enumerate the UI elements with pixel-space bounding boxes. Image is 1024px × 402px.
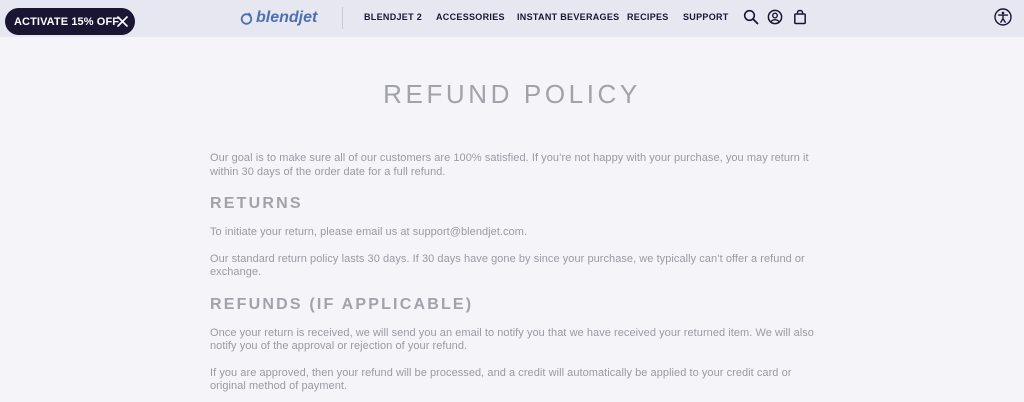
cart-icon[interactable]	[792, 9, 808, 25]
returns-heading: RETURNS	[210, 195, 303, 212]
header-divider	[342, 7, 343, 29]
policy-content	[210, 152, 820, 394]
intro-paragraph: Our goal is to make sure all of our customers are 100% satisfied. If you’re not happy with your purchase, you may return it within 30 days of the order date for a full refund.	[210, 152, 809, 178]
site-header	[0, 0, 1024, 37]
refunds-paragraph: If you are approved, then your refund will be processed, and a credit will automatically be applied to your credit card or original method of payment.	[210, 366, 792, 392]
accessibility-icon[interactable]	[994, 8, 1012, 26]
blendjet-logo[interactable]	[240, 8, 317, 28]
returns-paragraph: To initiate your return, please email us at support@blendjet.com.	[210, 226, 528, 238]
account-icon[interactable]	[767, 9, 783, 25]
nav-instant-beverages[interactable]: INSTANT BEVERAGES	[517, 12, 620, 22]
refunds-paragraph: Once your return is received, we will send you an email to notify you that we have received your returned item. We will also notify you of the approval or rejection of your refund.	[210, 326, 814, 352]
nav-blendjet-2[interactable]: BLENDJET 2	[364, 12, 423, 22]
returns-paragraph: Our standard return policy lasts 30 days. If 30 days have gone by since your purchase, we typically can’t offer a refund or exchange.	[210, 252, 805, 278]
promo-label: ACTIVATE 15% OFF	[14, 15, 120, 28]
search-icon[interactable]	[743, 9, 759, 25]
nav-support[interactable]: SUPPORT	[683, 12, 729, 22]
nav-accessories[interactable]: ACCESSORIES	[436, 12, 505, 22]
activate-discount-button[interactable]	[5, 8, 135, 35]
blendjet-logo-icon	[240, 12, 253, 25]
page-title: REFUND POLICY	[383, 79, 641, 109]
logo-text: blendjet	[256, 9, 318, 26]
nav-recipes[interactable]: RECIPES	[627, 12, 669, 22]
refunds-heading: REFUNDS (IF APPLICABLE)	[210, 295, 474, 313]
close-icon[interactable]	[116, 15, 129, 28]
